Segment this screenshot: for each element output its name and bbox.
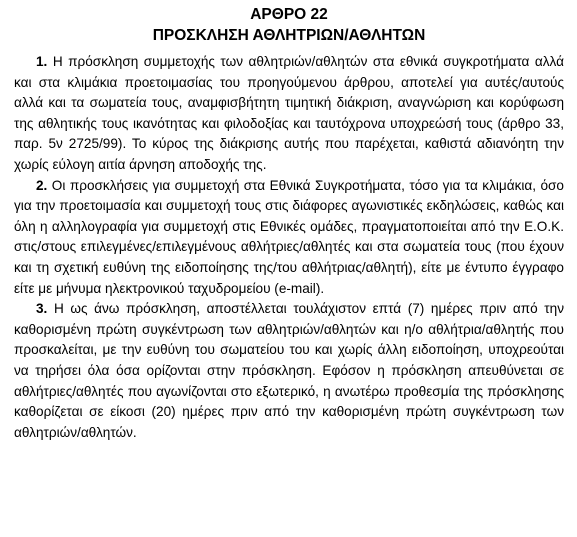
paragraph-text: Η ως άνω πρόσκληση, αποστέλλεται τουλάχιστον επτά (7) ημέρες πριν από την καθορισμένη πρώτη συγκέντρωση των αθλητριών/αθλητών και η/ο αθλήτρια/αθλητής που προσκαλείται, με την ευθύνη του σωματείου του και χωρίς άλλη ειδοποίηση, υποχρεούται να τηρήσει όλα όσα ορίζονται στην πρόσκληση. Εφόσον η πρόσκληση απευθύνεται σε αθλήτριες/αθλητές που αγωνίζονται στο εξωτερικό, η ανωτέρω προθεσμία της πρόσκλησης καθορίζεται σε είκοσι (20) ημέρες πριν από την καθορισμένη πρώτη συγκέντρωση των αθλητριών/αθλητών. [14,301,564,440]
paragraph-text: Οι προσκλήσεις για συμμετοχή στα Εθνικά Συγκροτήματα, τόσο για τα κλιμάκια, όσο για την προετοιμασία και συμμετοχή τους στις διάφορες αγωνιστικές εκδηλώσεις, καθώς και όλη η αλληλογραφία για συμμετοχή στις Εθνικές ομάδες, πραγματοποιείται από την Ε.Ο.Κ. στις/στους επιλεγμένες/επιλεγμένους αθλήτριες/αθλητές και στα σωματεία τους (που έχουν και τη σχετική ευθύνη της ειδοποίησης της/του αθλήτριας/αθλητή), είτε με έντυπο έγγραφο είτε με μήνυμα ηλεκτρονικού ταχυδρομείου (e-mail). [14,177,564,296]
paragraph-number: 3. [36,301,48,317]
paragraph-2 [14,176,564,300]
paragraph-text: Η πρόσκληση συμμετοχής των αθλητριών/αθλητών στα εθνικά συγκροτήματα αλλά και στα κλιμάκια προετοιμασίας του προηγούμενου άρθρου, αποτελεί για αυτές/αυτούς αλλά και τα σωματεία τους, αναμφισβήτητη τιμητική διάκριση, αναγνώριση και κορύφωση της αθλητικής τους ικανότητας και φιλοδοξίας και ταυτόχρονα υποχρεώσή τους (άρθρο 33, παρ. 5ν 2725/99). Το κύρος της διάκρισης αυτής που παρέχεται, καθιστά αδιανόητη την χωρίς εύλογη αιτία άρνηση αποδοχής της. [14,54,564,172]
paragraph-1 [14,52,564,176]
paragraph-number: 2. [36,177,48,193]
paragraph-3 [14,299,564,443]
article-heading: ΠΡΟΣΚΛΗΣΗ ΑΘΛΗΤΡΙΩΝ/ΑΘΛΗΤΩΝ [152,27,426,44]
article-title: ΑΡΘΡΟ 22 [250,6,328,23]
document-page [14,4,564,443]
paragraph-number: 1. [36,54,48,69]
